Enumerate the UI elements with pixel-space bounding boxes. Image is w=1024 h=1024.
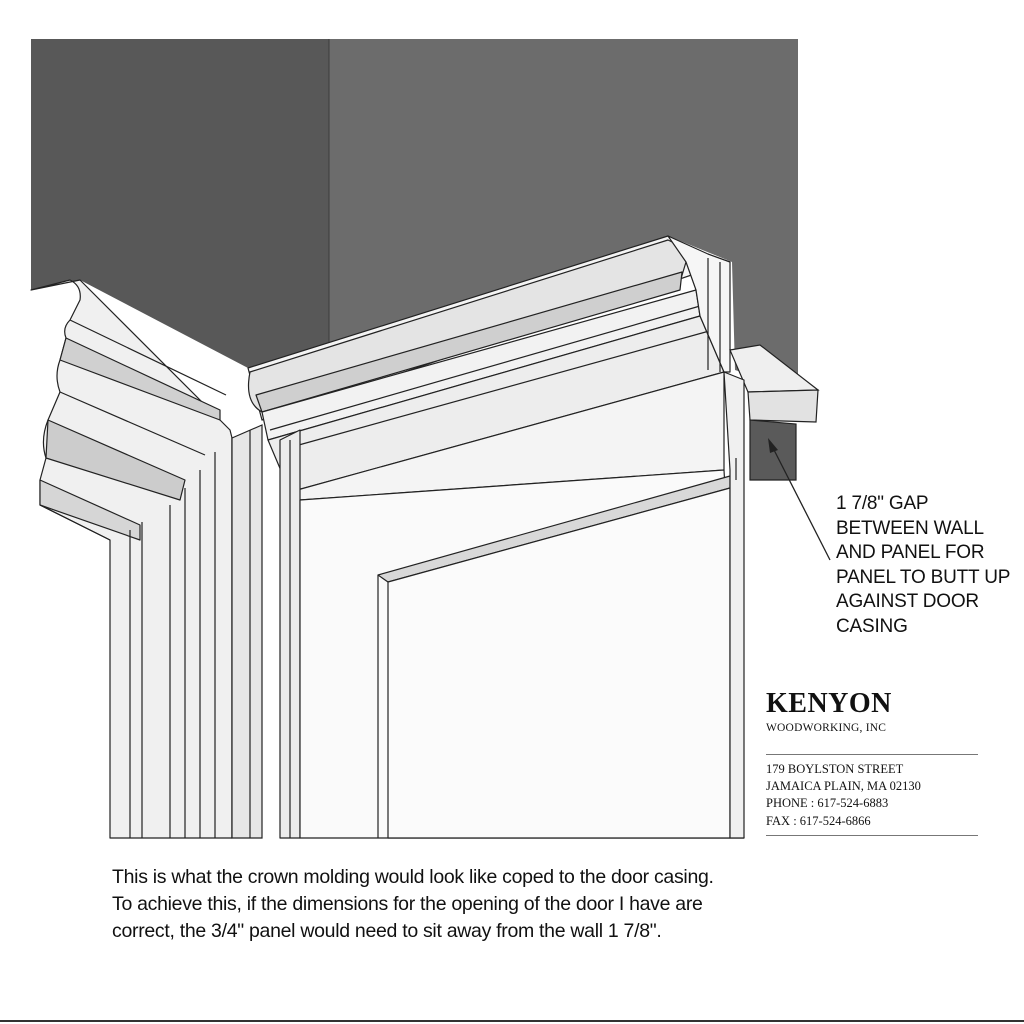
gap-callout-text xyxy=(836,492,1010,639)
callout-line: BETWEEN WALL xyxy=(836,517,984,539)
return-front xyxy=(748,390,818,422)
address-line: FAX : 617-524-6866 xyxy=(766,813,871,828)
caption-line: correct, the 3/4" panel would need to sit away from the wall 1 7/8". xyxy=(112,920,662,942)
company-address xyxy=(766,755,978,830)
page-bottom-border xyxy=(0,1020,1024,1022)
company-subtitle: WOODWORKING, INC xyxy=(766,722,887,734)
edge-strip-face xyxy=(232,425,262,838)
callout-line: 1 7/8" GAP xyxy=(836,493,929,514)
leader-line xyxy=(772,446,830,560)
casing-profile-face xyxy=(31,280,232,838)
drawing-caption xyxy=(112,864,714,945)
callout-leader xyxy=(768,438,830,560)
caption-line: This is what the crown molding would look like coped to the door casing. xyxy=(112,866,714,888)
callout-line: PANEL TO BUTT UP xyxy=(836,566,1011,588)
logo-divider-bottom xyxy=(766,835,978,836)
casing-edge-strip xyxy=(232,425,262,838)
callout-line: AGAINST DOOR xyxy=(836,591,979,612)
company-name: KENYON xyxy=(766,688,892,719)
caption-line: To achieve this, if the dimensions for the opening of the door I have are xyxy=(112,893,703,915)
company-logo-block xyxy=(766,688,978,836)
address-line: 179 BOYLSTON STREET xyxy=(766,762,904,776)
callout-line: CASING xyxy=(836,615,908,637)
door-casing-left xyxy=(31,280,232,838)
address-line: PHONE : 617-524-6883 xyxy=(766,796,889,811)
callout-line: AND PANEL FOR xyxy=(836,542,985,563)
address-line: JAMAICA PLAIN, MA 02130 xyxy=(766,779,921,794)
